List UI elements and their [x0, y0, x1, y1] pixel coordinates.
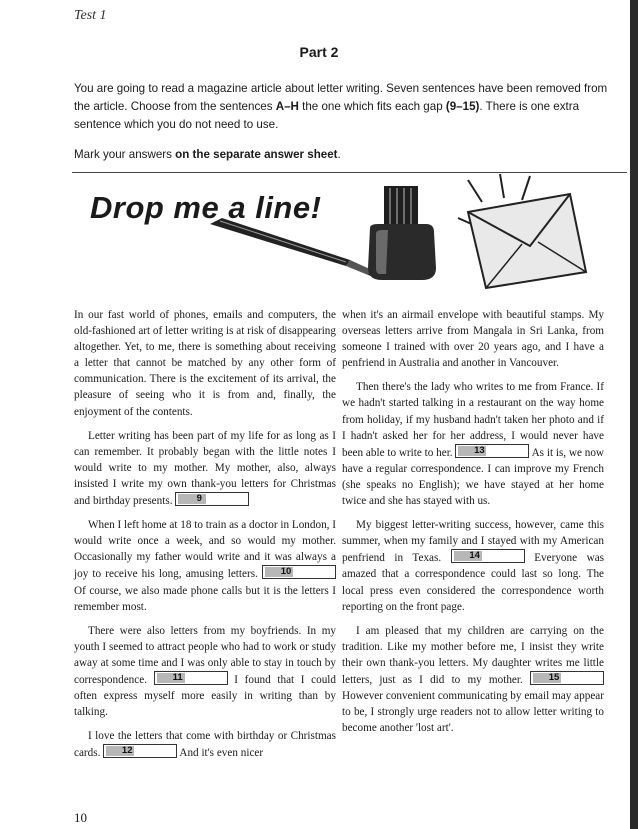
part-title: Part 2	[299, 44, 339, 60]
article-column-left	[74, 307, 336, 769]
instructions: You are going to read a magazine article about letter writing. Seven sentences have been removed from the article. Choose from the sentences A–H the one which fits each gap (9–15). There is one extra sentence which you do not need to use.	[74, 82, 608, 131]
pen-icon	[210, 218, 386, 280]
page-edge	[630, 0, 638, 829]
gap-13[interactable]: 13	[455, 444, 529, 458]
paragraph: I am pleased that my children are carrying on the tradition. Like my mother before me, I insist they write their own thank-you letters. My daughter writes me little letters, just as I did to my mother. 15 However convenient communicating by email may appear to be, I strongly urge readers not to allow letter writing to become another 'lost art'.	[342, 624, 604, 735]
paragraph: There were also letters from my boyfriends. In my youth I seemed to attract people who had to work or study away at some time and I was only able to stay in touch by correspondence. 11 I found that I could often express myself more easily in writing than by talking.	[74, 624, 337, 719]
article-title: Drop me a line!	[90, 190, 322, 225]
gap-15[interactable]: 15	[530, 671, 604, 685]
paragraph: My biggest letter-writing success, however, came this summer, when my family and I stayed with my American penfriend in Texas. 14 Everyone was amazed that a correspondence could last so long. The local press even considered the correspondence worth reporting on the front page.	[342, 519, 605, 613]
gap-14[interactable]: 14	[451, 549, 525, 563]
paragraph: Then there's the lady who writes to me from France. If we hadn't started talking in a restaurant on the way home from holiday, if my husband hadn't taken her photo and if I hadn't asked her for her address, I would never have been able to write to her. 13 As it is, we now have a regular correspondence. I can improve my French (she speaks no English); we have stayed at her home twice and she has stayed with us.	[342, 381, 605, 508]
pen-ink-envelope-illustration	[200, 172, 630, 292]
gap-12[interactable]: 12	[103, 744, 177, 758]
paragraph: In our fast world of phones, emails and computers, the old-fashioned art of letter writing is at risk of disappearing altogether. Yet, to me, there is something about receiving a letter that cannot be matched by any other form of communication. There is the excitement of its arrival, the pleasure of seeing who it is from and, finally, the enjoyment of the contents.	[74, 309, 336, 418]
paragraph: I love the letters that come with birthday or Christmas cards. 12 And it's even nicer	[74, 730, 336, 760]
answer-sheet-instruction: Mark your answers on the separate answer sheet.	[74, 148, 341, 161]
paragraph: when it's an airmail envelope with beautiful stamps. My overseas letters arrive from Mangala in Sri Lanka, from someone I trained with over 20 years ago, and I have a penfriend in Australia and another in Vancouver.	[342, 309, 604, 370]
ink-bottle-icon	[368, 186, 436, 280]
test-label: Test 1	[74, 8, 107, 23]
paragraph: When I left home at 18 to train as a doctor in London, I would write once a week, and so would my mother. Occasionally my father would write and it was always a joy to receive his long, amusing letters. 10 Of course, we also made phone calls but it is the letters I remember most.	[74, 519, 336, 613]
gap-11[interactable]: 11	[154, 671, 228, 685]
paragraph: Letter writing has been part of my life for as long as I can remember. It probably began with the little notes I would write to my mother. My mother, also, always insisted I write my own thank-you letters for Christmas and birthday presents. 9	[74, 429, 336, 508]
gap-10[interactable]: 10	[262, 565, 336, 579]
envelope-icon	[458, 174, 586, 288]
article-column-right	[342, 307, 604, 744]
page-number: 10	[74, 810, 87, 825]
gap-9[interactable]: 9	[175, 492, 249, 506]
